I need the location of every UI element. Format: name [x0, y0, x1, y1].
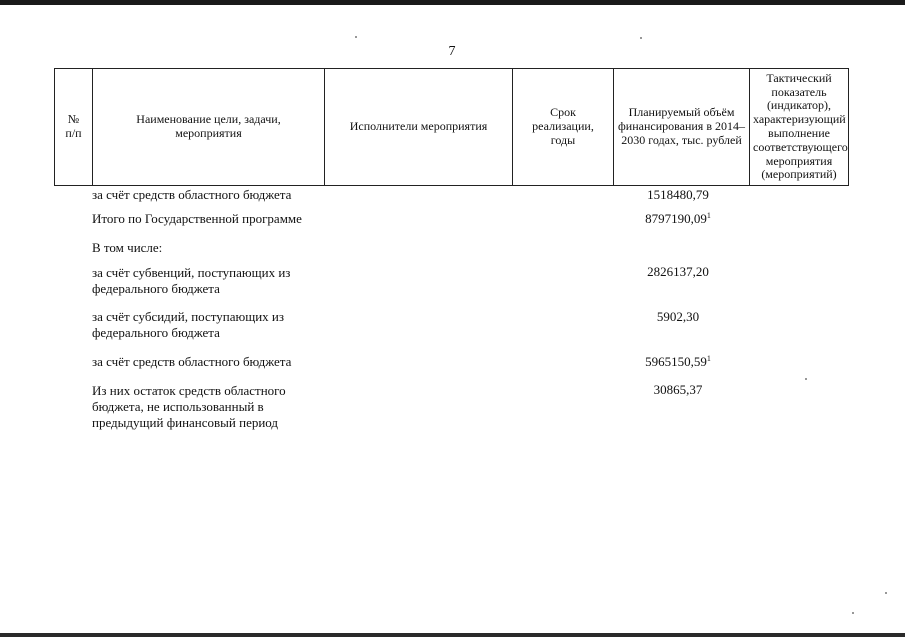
header-financing: Планируемый объём финансирования в 2014–2030 годах, тыс. рублей [614, 69, 750, 186]
row-label: за счёт субвенций, поступающих из федерального бюджета [92, 265, 291, 296]
header-term: Срок реализации, годы [513, 69, 614, 186]
header-name: Наименование цели, задачи, мероприятия [93, 69, 325, 186]
row-value: 2826137,20 [647, 264, 709, 279]
row-label: В том числе: [92, 240, 163, 255]
row-value: 5965150,59$^1$ [645, 354, 711, 369]
row-label: за счёт средств областного бюджета [92, 354, 292, 369]
row-value: 8797190,09$^1$ [645, 211, 711, 226]
page-number: 7 [448, 44, 456, 59]
row-label: за счёт субсидий, поступающих из федерального бюджета [92, 309, 285, 340]
row-label: за счёт средств областного бюджета [92, 187, 292, 202]
header-number: № п/п [55, 69, 93, 186]
row-value: 1518480,79 [647, 187, 709, 202]
header-executors: Исполнители мероприятия [325, 69, 513, 186]
row-label: Итого по Государственной программе [92, 211, 302, 226]
row-value: 5902,30 [656, 309, 700, 324]
row-label: Из них остаток средств областного бюджета, не использованный в предыдущий финансовый период [92, 383, 286, 430]
header-indicator: Тактический показатель (индикатор), характеризующий выполнение соответствующего мероприятия (мероприятий) [750, 69, 849, 186]
row-value: 30865,37 [653, 382, 703, 397]
